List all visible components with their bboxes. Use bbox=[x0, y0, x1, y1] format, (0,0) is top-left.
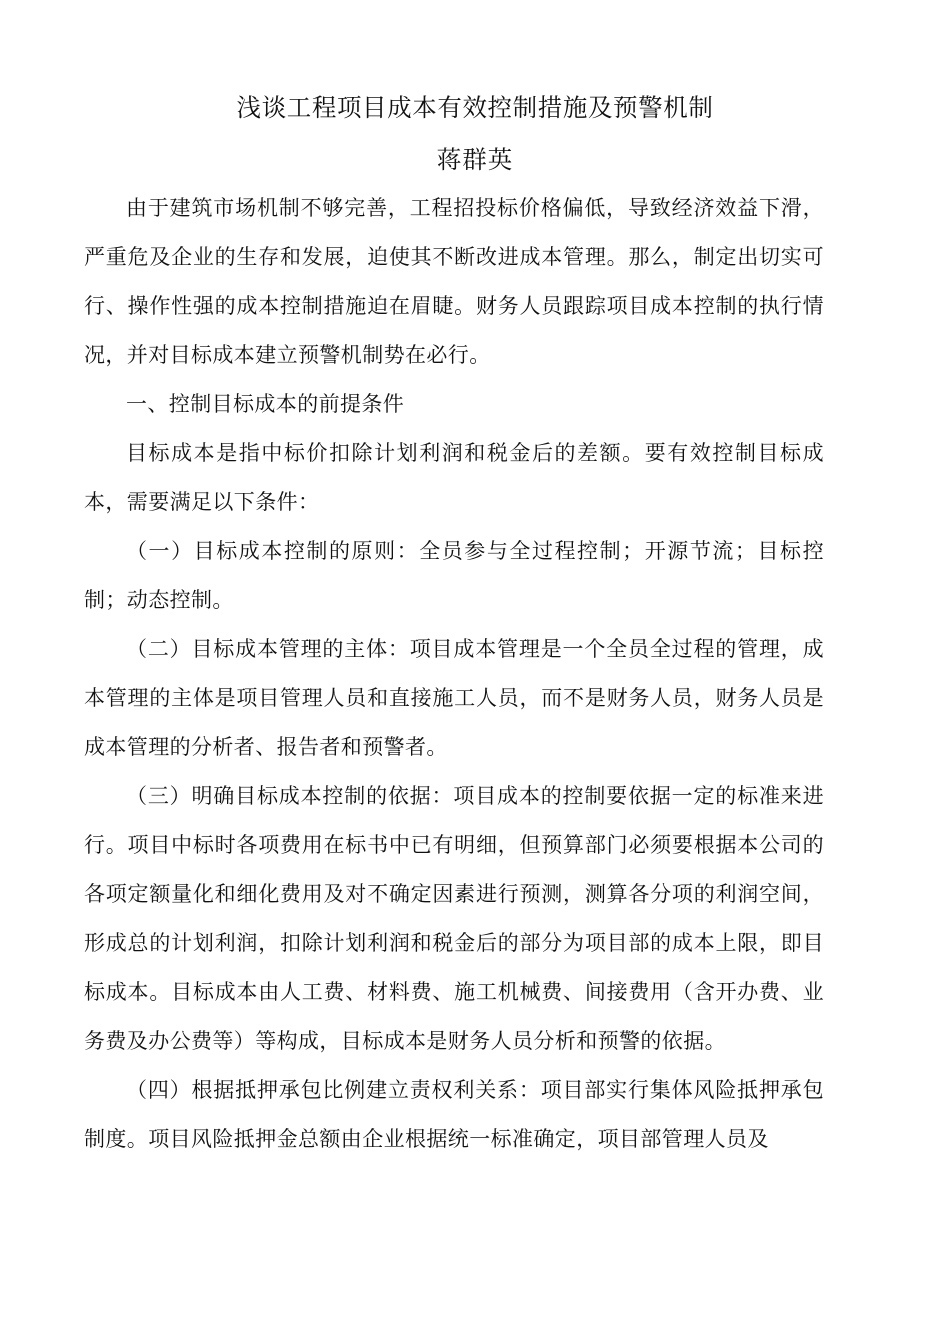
body-paragraph: （一）目标成本控制的原则：全员参与全过程控制；开源节流；目标控制；动态控制。 bbox=[84, 539, 824, 612]
document-body bbox=[84, 184, 824, 1164]
section-heading-1: 一、控制目标成本的前提条件 bbox=[126, 392, 405, 416]
body-paragraph: （二）目标成本管理的主体：项目成本管理是一个全员全过程的管理，成本管理的主体是项目管理人员和直接施工人员，而不是财务人员，财务人员是成本管理的分析者、报告者和预警者。 bbox=[84, 637, 824, 759]
body-paragraph: （四）根据抵押承包比例建立责权利关系：项目部实行集体风险抵押承包制度。项目风险抵押金总额由企业根据统一标准确定，项目部管理人员及 bbox=[84, 1078, 824, 1151]
author-name: 蒋群英 bbox=[436, 145, 514, 174]
intro-paragraph: 由于建筑市场机制不够完善，工程招投标价格偏低，导致经济效益下滑，严重危及企业的生存和发展，迫使其不断改进成本管理。那么，制定出切实可行、操作性强的成本控制措施迫在眉睫。财务人员跟踪项目成本控制的执行情况，并对目标成本建立预警机制势在必行。 bbox=[84, 196, 824, 367]
body-paragraph: 目标成本是指中标价扣除计划利润和税金后的差额。要有效控制目标成本，需要满足以下条件： bbox=[84, 441, 824, 514]
body-paragraph: （三）明确目标成本控制的依据：项目成本的控制要依据一定的标准来进行。项目中标时各项费用在标书中已有明细，但预算部门必须要根据本公司的各项定额量化和细化费用及对不确定因素进行预测，测算各分项的利润空间，形成总的计划利润，扣除计划利润和税金后的部分为项目部的成本上限，即目标成本。目标成本由人工费、材料费、施工机械费、间接费用（含开办费、业务费及办公费等）等构成，目标成本是财务人员分析和预警的依据。 bbox=[84, 784, 824, 1053]
document-title: 浅谈工程项目成本有效控制措施及预警机制 bbox=[236, 93, 714, 122]
